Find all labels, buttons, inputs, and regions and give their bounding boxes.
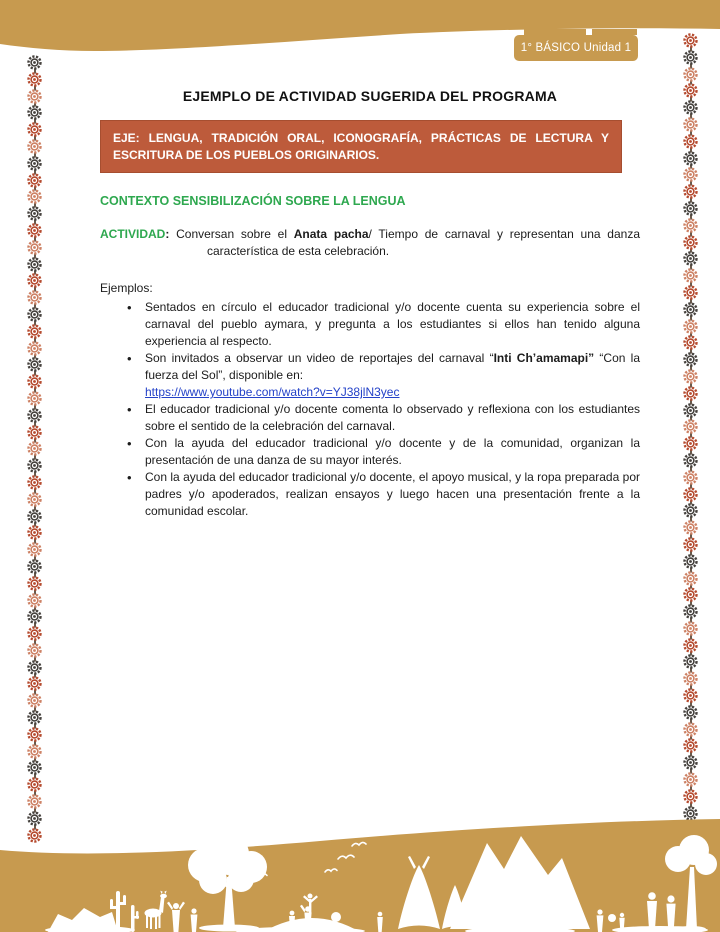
- medallion-ornament: [683, 352, 698, 367]
- medallion-ornament: [683, 722, 698, 737]
- text-run: Sentados en círculo el educador tradicional y/o docente cuenta su experiencia sobre el carnaval del pueblo aymara, y pregunta a los estudiantes si ellos han tenido alguna experiencia al respecto.: [145, 300, 640, 348]
- medallion-ornament: [27, 156, 42, 171]
- example-bullet: [122, 299, 640, 350]
- bold-text-run: Inti Ch’amamapi”: [493, 351, 595, 365]
- medallion-ornament: [683, 67, 698, 82]
- medallion-ornament: [683, 571, 698, 586]
- medallion-ornament: [27, 374, 42, 389]
- medallion-ornament: [683, 487, 698, 502]
- medallion-ornament: [27, 441, 42, 456]
- example-bullet: [122, 435, 640, 469]
- medallion-ornament: [27, 408, 42, 423]
- medallion-ornament: [27, 240, 42, 255]
- example-bullet: [122, 350, 640, 401]
- medallion-ornament: [27, 760, 42, 775]
- medallion-ornament: [683, 671, 698, 686]
- medallion-ornament: [683, 117, 698, 132]
- medallion-ornament: [683, 184, 698, 199]
- medallion-ornament: [27, 744, 42, 759]
- context-heading: CONTEXTO SENSIBILIZACIÓN SOBRE LA LENGUA: [100, 194, 406, 208]
- example-bullet: [122, 469, 640, 520]
- medallion-ornament: [683, 33, 698, 48]
- medallion-ornament: [683, 470, 698, 485]
- medallion-ornament: [27, 542, 42, 557]
- medallion-ornament: [683, 436, 698, 451]
- footer-illustration: [0, 817, 720, 932]
- medallion-ornament: [27, 576, 42, 591]
- medallion-ornament: [27, 693, 42, 708]
- medallion-ornament: [27, 55, 42, 70]
- medallion-ornament: [683, 503, 698, 518]
- medallion-ornament: [683, 285, 698, 300]
- medallion-ornament: [27, 777, 42, 792]
- medallion-ornament: [683, 638, 698, 653]
- medallion-ornament: [683, 386, 698, 401]
- medallion-ornament: [27, 122, 42, 137]
- medallion-ornament: [27, 89, 42, 104]
- medallion-ornament: [27, 643, 42, 658]
- text-run: / Tiempo de carnaval y representan una danza característica de esta celebración.: [207, 227, 640, 258]
- medallion-ornament: [683, 268, 698, 283]
- medallion-ornament: [27, 257, 42, 272]
- medallion-ornament: [683, 453, 698, 468]
- medallion-ornament: [683, 738, 698, 753]
- text-run: Con la ayuda del educador tradicional y/o docente, el apoyo musical, y la ropa preparada por padres y/o apoderados, realizan ensayos y luego hacen una presentación frente a la comunidad escolar.: [145, 470, 640, 518]
- medallion-ornament: [683, 134, 698, 149]
- text-run: “Con la fuerza del Sol”, disponible en:: [145, 351, 640, 382]
- medallion-ornament: [683, 554, 698, 569]
- medallion-ornament: [27, 626, 42, 641]
- medallion-ornament: [27, 425, 42, 440]
- medallion-ornament: [683, 587, 698, 602]
- medallion-ornament: [683, 419, 698, 434]
- medallion-ornament: [27, 492, 42, 507]
- medallion-ornament: [27, 290, 42, 305]
- medallion-ornament: [683, 688, 698, 703]
- activity-text: [165, 227, 640, 258]
- medallion-ornament: [27, 307, 42, 322]
- unit-badge: 1° BÁSICO Unidad 1: [514, 35, 638, 61]
- medallion-ornament: [27, 273, 42, 288]
- medallion-ornament: [27, 458, 42, 473]
- medallion-ornament: [683, 369, 698, 384]
- medallion-ornament: [27, 173, 42, 188]
- eje-banner: EJE: LENGUA, TRADICIÓN ORAL, ICONOGRAFÍA, PRÁCTICAS DE LECTURA Y ESCRITURA DE LOS PUEBLOS ORIGINARIOS.: [100, 120, 622, 173]
- medallion-ornament: [27, 525, 42, 540]
- bold-text-run: :: [165, 227, 170, 241]
- medallion-ornament: [683, 319, 698, 334]
- youtube-link[interactable]: https://www.youtube.com/watch?v=YJ38jlN3yec: [145, 385, 400, 399]
- medallion-ornament: [27, 676, 42, 691]
- examples-list: [100, 299, 640, 520]
- medallion-ornament: [683, 151, 698, 166]
- document-body: [100, 0, 640, 520]
- medallion-ornament: [683, 520, 698, 535]
- medallion-ornament: [683, 302, 698, 317]
- medallion-ornament: [27, 475, 42, 490]
- medallion-ornament: [683, 201, 698, 216]
- medallion-ornament: [683, 100, 698, 115]
- medallion-ornament: [27, 509, 42, 524]
- medallion-ornament: [27, 324, 42, 339]
- right-ornament-border: [683, 33, 698, 821]
- text-run: Son invitados a observar un video de reportajes del carnaval “: [145, 351, 494, 365]
- medallion-ornament: [683, 654, 698, 669]
- medallion-ornament: [27, 609, 42, 624]
- medallion-ornament: [683, 251, 698, 266]
- medallion-ornament: [27, 357, 42, 372]
- medallion-ornament: [27, 794, 42, 809]
- medallion-ornament: [27, 223, 42, 238]
- text-run: Conversan sobre el: [169, 227, 294, 241]
- medallion-ornament: [683, 235, 698, 250]
- medallion-ornament: [27, 139, 42, 154]
- medallion-ornament: [27, 391, 42, 406]
- activity-paragraph: [100, 226, 640, 260]
- medallion-ornament: [683, 83, 698, 98]
- medallion-ornament: [27, 727, 42, 742]
- medallion-ornament: [27, 710, 42, 725]
- medallion-ornament: [683, 335, 698, 350]
- medallion-ornament: [683, 789, 698, 804]
- medallion-ornament: [27, 189, 42, 204]
- medallion-ornament: [27, 341, 42, 356]
- medallion-ornament: [683, 772, 698, 787]
- text-run: Con la ayuda del educador tradicional y/o docente y de la comunidad, organizan la presentación de una danza de su mayor interés.: [145, 436, 640, 467]
- medallion-ornament: [683, 604, 698, 619]
- bold-text-run: Anata pacha: [293, 227, 369, 241]
- medallion-ornament: [27, 72, 42, 87]
- activity-label: ACTIVIDAD: [100, 227, 166, 241]
- medallion-ornament: [683, 621, 698, 636]
- medallion-ornament: [683, 403, 698, 418]
- medallion-ornament: [683, 167, 698, 182]
- example-bullet: [122, 401, 640, 435]
- medallion-ornament: [683, 537, 698, 552]
- left-ornament-border: [27, 55, 42, 843]
- text-run: El educador tradicional y/o docente comenta lo observado y reflexiona con los estudiantes sobre el sentido de la celebración del carnaval.: [145, 402, 640, 433]
- examples-label: Ejemplos:: [100, 281, 153, 295]
- medallion-ornament: [27, 593, 42, 608]
- medallion-ornament: [27, 660, 42, 675]
- page-title: EJEMPLO DE ACTIVIDAD SUGERIDA DEL PROGRAMA: [182, 88, 558, 104]
- medallion-ornament: [27, 559, 42, 574]
- medallion-ornament: [27, 206, 42, 221]
- medallion-ornament: [27, 105, 42, 120]
- medallion-ornament: [683, 755, 698, 770]
- medallion-ornament: [683, 705, 698, 720]
- medallion-ornament: [683, 218, 698, 233]
- medallion-ornament: [683, 50, 698, 65]
